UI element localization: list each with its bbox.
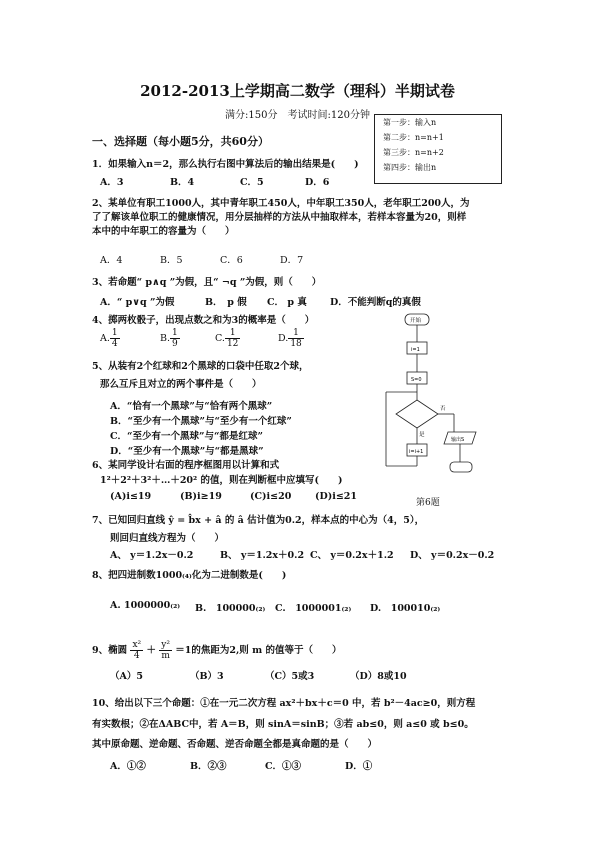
- q4-option-d: D. $\frac{1}{18}$: [278, 328, 302, 349]
- question-7-line2: 则回归直线方程为（ ）: [110, 533, 225, 544]
- q9-option-d: （D）8或10: [350, 671, 407, 682]
- algorithm-box: [374, 114, 502, 184]
- algorithm-step: 第二步：n=n+1: [383, 133, 444, 142]
- q2-option-b: B．5: [160, 255, 183, 266]
- question-2-line3: 本中的中年职工的容量为（ ）: [92, 226, 235, 237]
- question-1: 1．如果输入n＝2，那么执行右图中算法后的输出结果是( ): [92, 159, 359, 170]
- algorithm-step: 第四步：输出n: [383, 163, 437, 172]
- question-5-line1: 5、从装有2个红球和2个黑球的口袋中任取2个球，: [92, 361, 309, 372]
- question-8: 8、把四进制数1000₍₄₎化为二进制数是( ): [92, 570, 287, 581]
- q3-option-b: B． p 假: [205, 297, 247, 308]
- section-heading: 一、选择题（每小题5分，共60分）: [92, 135, 269, 148]
- q6-option-c: (C)i≤20: [250, 491, 292, 502]
- q1-option-d: D．6: [305, 177, 330, 188]
- q1-option-a: A．3: [100, 177, 124, 188]
- q10-option-c: C．①③: [265, 761, 302, 772]
- q10-option-d: D．①: [345, 761, 373, 772]
- q5-option-b: B．“至少有一个黑球”与“至少有一个红球”: [110, 416, 292, 427]
- q7-option-c: C、 y＝0.2x＋1.2: [310, 550, 394, 561]
- q6-option-a: (A)i≤19: [110, 491, 152, 502]
- q9-option-b: （B）3: [190, 671, 224, 682]
- question-10-line3: 其中原命题、逆命题、否命题、逆否命题全都是真命题的是（ ）: [92, 739, 378, 750]
- q7-option-a: A、 y＝1.2x－0.2: [110, 550, 194, 561]
- q7-option-b: B、 y＝1.2x＋0.2: [220, 550, 305, 561]
- question-4: 4、掷两枚骰子，出现点数之和为3的概率是（ ）: [92, 315, 315, 326]
- q8-option-c: C. 1000001₍₂₎: [275, 603, 352, 614]
- q2-option-c: C．6: [220, 255, 243, 266]
- q4-option-b: B. $\frac{1}{9}$: [160, 328, 178, 349]
- q10-option-b: B．②③: [190, 761, 227, 772]
- q10-option-a: A．①②: [110, 761, 146, 772]
- q2-option-a: A．4: [100, 255, 123, 266]
- q6-option-d: (D)i≤21: [315, 491, 358, 502]
- q3-option-c: C． p 真: [267, 297, 307, 308]
- q5-option-c: C．“至少有一个黑球”与“都是红球”: [110, 431, 263, 442]
- q6-option-b: (B)i≥19: [180, 491, 222, 502]
- flowchart-output-text: 输出S: [451, 437, 465, 443]
- q3-option-d: D．不能判断q的真假: [330, 297, 421, 308]
- flowchart-branch-yes: 是: [419, 432, 425, 438]
- q1-option-b: B．4: [170, 177, 195, 188]
- algorithm-step: 第三步：n=n+2: [383, 148, 444, 157]
- algorithm-step: 第一步：输入n: [383, 118, 437, 127]
- question-5-line2: 那么互斥且对立的两个事件是（ ）: [100, 379, 262, 390]
- flowchart-step-1-text: i=1: [411, 347, 420, 353]
- q4-option-a: A. $\frac{1}{4}$: [100, 328, 118, 349]
- q2-option-d: D．7: [280, 255, 304, 266]
- q8-option-b: B. 100000₍₂₎: [195, 603, 266, 614]
- question-6-line1: 6、某同学设计右面的程序框图用以计算和式: [92, 460, 280, 471]
- figure-caption: 第6题: [416, 498, 440, 508]
- flowchart-end: [450, 462, 472, 472]
- flowchart-loop-text: i=i+1: [409, 449, 424, 455]
- q9-option-c: （C）5或3: [265, 671, 315, 682]
- question-2-line1: 2、某单位有职工1000人，其中青年职工450人，中年职工350人，老年职工200人，为: [92, 198, 470, 209]
- question-10-line2: 有实数根；②在ΔABC中，若 A＝B，则 sinA＝sinB；③若 ab≤0，则 a≤0 或 b≤0。: [92, 719, 474, 730]
- flowchart-start-text: 开始: [410, 318, 422, 324]
- q3-option-a: A．“ p∨q ”为假: [100, 297, 175, 308]
- q7-option-d: D、 y＝0.2x－0.2: [410, 550, 495, 561]
- question-2-line2: 了了解该单位职工的健康情况，用分层抽样的方法从中抽取样本，若样本容量为20，则样: [92, 212, 467, 223]
- flowchart-decision: [396, 400, 438, 428]
- exam-title: 2012-2013上学期高二数学（理科）半期试卷: [140, 82, 455, 100]
- q9-option-a: （A）5: [110, 671, 143, 682]
- q8-option-d: D. 100010₍₂₎: [370, 603, 441, 614]
- question-3: 3、若命题“ p∧q ”为假，且“ ¬q ”为假，则（ ）: [92, 277, 322, 288]
- q4-option-c: C. $\frac{1}{12}$: [215, 328, 239, 349]
- flowchart: [380, 312, 500, 492]
- q1-option-c: C．5: [240, 177, 264, 188]
- question-10-line1: 10、给出以下三个命题：①在一元二次方程 ax²＋bx＋c＝0 中，若 b²－4ac≥0，则方程: [92, 698, 476, 709]
- q5-option-a: A．“恰有一个黑球”与“恰有两个黑球”: [110, 401, 273, 412]
- flowchart-step-2-text: S=0: [411, 377, 422, 383]
- q5-option-d: D．“至少有一个黑球”与“都是黑球”: [110, 446, 264, 457]
- exam-subtitle: 满分:150分 考试时间:120分钟: [225, 110, 370, 121]
- flowchart-branch-no: 否: [440, 406, 446, 412]
- question-6-line2: 1²＋2²＋3²＋…＋20² 的值，则在判断框中应填写( ): [100, 475, 343, 486]
- question-7-line1: 7、已知回归直线 ŷ = b̂x + â 的 â 估计值为0.2，样本点的中心为（4，5），: [92, 515, 425, 526]
- q8-option-a: A. 1000000₍₂₎: [110, 600, 181, 611]
- question-9: 9、椭圆 $\frac{\text{x²}}{4}$ ＋ $\frac{\text{y²}}{m}$ ＝1的焦距为2,则 m 的值等于（ ）: [92, 640, 342, 661]
